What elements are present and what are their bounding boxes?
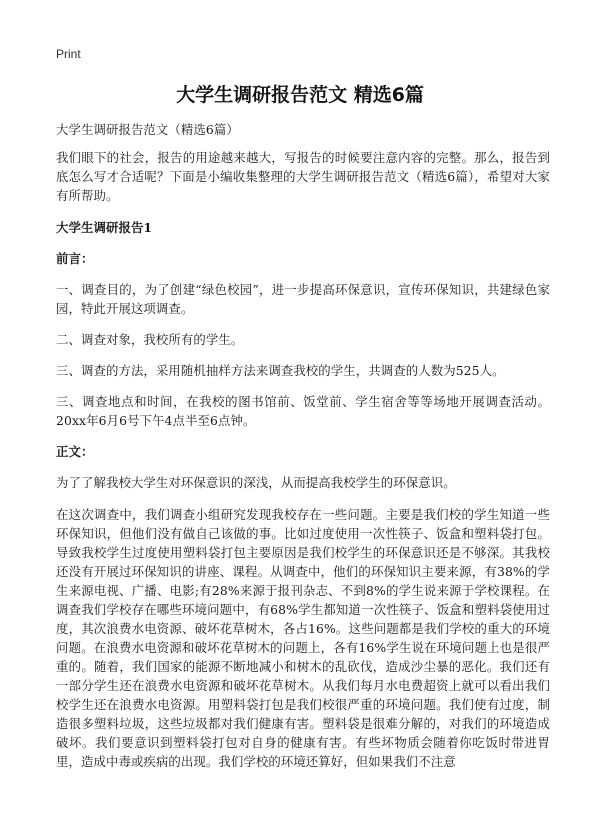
- document-body: [56, 120, 550, 771]
- preface-label: 前言：: [56, 251, 94, 266]
- document-subtitle: 大学生调研报告范文（精选6篇）: [56, 122, 239, 137]
- list-item: 二、调查对象，我校所有的学生。: [56, 332, 244, 347]
- section-heading: 大学生调研报告1: [56, 220, 153, 235]
- list-item: 三、调查地点和时间，在我校的图书馆前、饭堂前、学生宿舍等等场地开展调查活动。20xx年6月6号下午4点半至6点钟。: [56, 394, 550, 428]
- body-paragraph: 在这次调查中，我们调查小组研究发现我校存在一些问题。主要是我们校的学生知道一些环保知识，但他们没有做自己该做的事。比如过度使用一次性筷子、饭盒和塑料袋打包。导致我校学生过度使用塑料袋打包主要原因是我们校学生的环保意识还是不够深。其我校还没有开展过环保知识的讲座、课程。从调查中，他们的环保知识主要来源，有38%的学生来源电视、广播、电影;有28%来源于报刊杂志、不到8%的学生说来源于学校课程。在调查我们学校存在哪些环境问题中，有68%学生都知道一次性筷子、饭盒和塑料袋使用过度，其次浪费水电资源、破坏花草树木，各占16%。这些问题都是我们学校的重大的环境问题。在浪费水电资源和破坏花草树木的问题上，各有16%学生说在环境问题上也是很严重的。随着，我们国家的能源不断地减小和树木的乱砍伐，造成沙尘暴的恶化。我们还有一部分学生还在浪费水电资源和破坏花草树木。从我们每月水电费超资上就可以看出我们校学生还在浪费水电资源。用塑料袋打包是我们校很严重的环境问题。我们使有过度，制造很多塑料垃圾，这些垃圾都对我们健康有害。塑料袋是很难分解的，对我们的环境造成破坏。我们要意识到塑料袋打包对自身的健康有害。有些坏物质会随着你吃饭时带进胃里，造成中毒或疾病的出现。我们学校的环境还算好，但如果我们不注意: [56, 507, 550, 769]
- body-label: 正文：: [56, 444, 94, 459]
- list-item: 三、调查的方法，采用随机抽样方法来调查我校的学生，共调查的人数为525人。: [56, 363, 505, 378]
- intro-paragraph: 我们眼下的社会，报告的用途越来越大，写报告的时候要注意内容的完整。那么，报告到底怎么写才合适呢？下面是小编收集整理的大学生调研报告范文（精选6篇），希望对大家有所帮助。: [56, 150, 550, 203]
- body-lead-paragraph: 为了了解我校大学生对环保意识的深浅，从而提高我校学生的环保意识。: [56, 475, 456, 490]
- print-link[interactable]: Print: [56, 47, 81, 61]
- list-item: 一、调查目的，为了创建“绿色校园”，进一步提高环保意识，宣传环保知识，共建绿色家园，特此开展这项调查。: [56, 282, 550, 316]
- document-title: 大学生调研报告范文 精选6篇: [176, 84, 424, 106]
